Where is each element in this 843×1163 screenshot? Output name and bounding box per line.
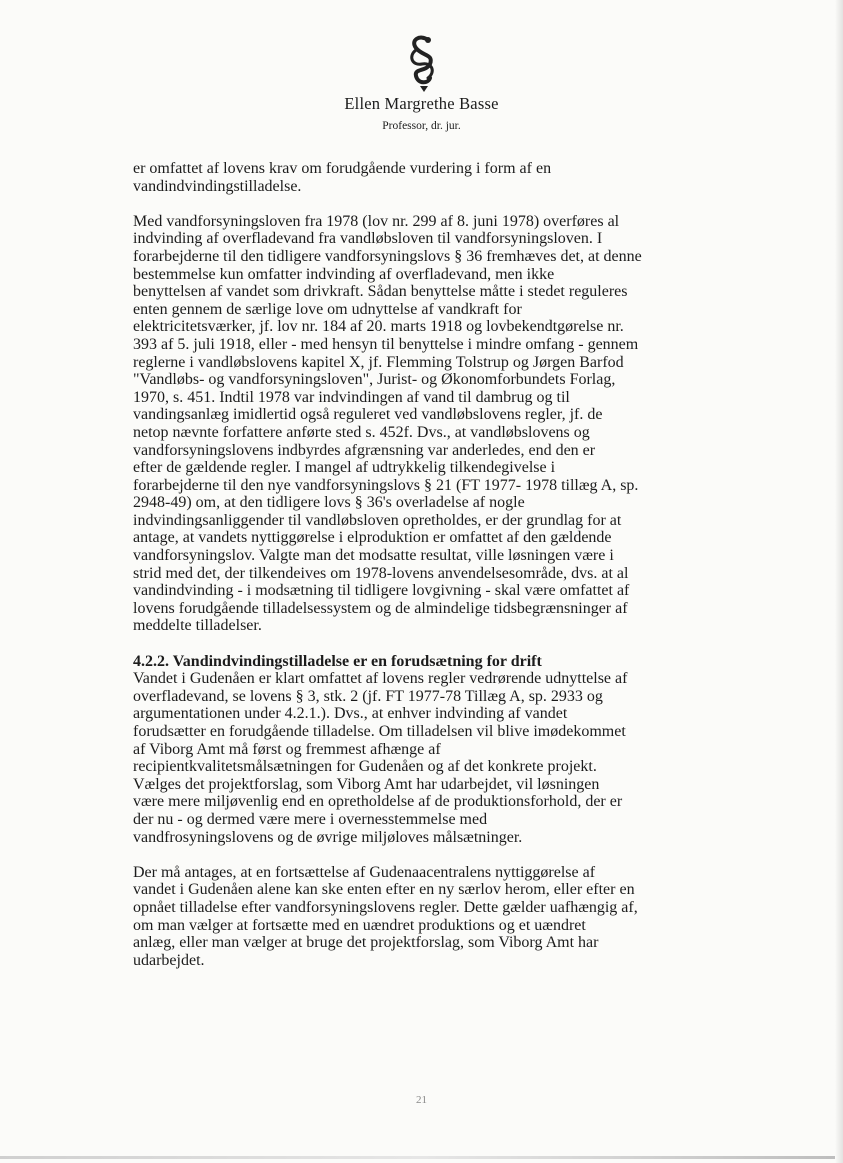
author-name: Ellen Margrethe Basse	[344, 94, 499, 113]
document-body	[133, 160, 725, 969]
text-line: enten gennem de særlige love om udnyttelse af vandkraft for	[133, 300, 522, 318]
scan-artifact-edge	[835, 0, 843, 1163]
text-line: vandfrosyningslovens og de øvrige miljøloves målsætninger.	[133, 828, 523, 846]
text-line: Vandet i Gudenåen er klart omfattet af lovens regler vedrørende udnyttelse af	[133, 670, 628, 688]
text-line: 393 af 5. juli 1918, eller - med hensyn til benyttelse i mindre omfang - gennem	[133, 335, 639, 353]
text-line: Vælges det projektforslag, som Viborg Amt har udarbejdet, vil løsningen	[133, 775, 600, 793]
text-line: 2948-49) om, at den tidligere lovs § 36's overladelse af nogle	[133, 494, 525, 512]
text-line: argumentationen under 4.2.1.). Dvs., at enhver indvinding af vandet	[133, 705, 568, 723]
text-line: vandindvinding - i modsætning til tidligere lovgivning - skal være omfattet af	[133, 582, 630, 600]
page-number: 21	[416, 1094, 427, 1106]
text-line: vandforsyningslovens indbyrdes afgrænsning var anderledes, end den er	[133, 441, 596, 459]
text-line: efter de gældende regler. I mangel af udtrykkelig tilkendegivelse i	[133, 459, 556, 477]
text-line: vandforsyningslov. Valgte man det modsatte resultat, ville løsningen være i	[133, 547, 614, 565]
text-line: forarbejderne til den tidligere vandforsyningslovs § 36 fremhæves det, at denne	[133, 247, 642, 265]
paragraph-4	[133, 864, 725, 970]
text-line: udarbejdet.	[133, 951, 205, 969]
text-line: strid med det, der tilkendeives om 1978-lovens anvendelsesområde, dvs. at al	[133, 564, 629, 582]
text-line: overfladevand, se lovens § 3, stk. 2 (jf. FT 1977-78 Tillæg A, sp. 2933 og	[133, 687, 603, 705]
text-line: der nu - og dermed være mere i overnesstemmelse med	[133, 810, 488, 828]
text-line: forarbejderne til den nye vandforsyningslovs § 21 (FT 1977- 1978 tillæg A, sp.	[133, 476, 639, 494]
text-line: lovens forudgående tilladelsessystem og de almindelige tidsbegrænsninger af	[133, 599, 628, 617]
text-line: af Viborg Amt må først og fremmest afhænge af	[133, 740, 441, 758]
text-line: elektricitetsværker, jf. lov nr. 184 af 20. marts 1918 og lovbekendtgørelse nr.	[133, 318, 624, 336]
text-line: Med vandforsyningsloven fra 1978 (lov nr. 299 af 8. juni 1978) overføres al	[133, 212, 620, 230]
text-line: Der må antages, at en fortsættelse af Gudenaacentralens nyttiggørelse af	[133, 863, 596, 881]
text-line: indvinding af overfladevand fra vandløbsloven til vandforsyningsloven. I	[133, 230, 603, 248]
text-line: benyttelsen af vandet som drivkraft. Sådan benyttelse måtte i stedet reguleres	[133, 283, 628, 301]
text-line: reglerne i vandløbslovens kapitel X, jf. Flemming Tolstrup og Jørgen Barfod	[133, 353, 624, 371]
section-heading: 4.2.2. Vandindvindingstilladelse er en forudsætning for drift	[133, 652, 542, 670]
text-line: forudsætter en forudgående tilladelse. Om tilladelsen vil blive imødekommet	[133, 723, 626, 740]
text-line: 1970, s. 451. Indtil 1978 var indvindingen af vand til dambrug og til	[133, 388, 570, 406]
text-line: meddelte tilladelser.	[133, 617, 262, 635]
text-line: vandingsanlæg imidlertid også reguleret ved vandløbslovens regler, jf. de	[133, 406, 603, 424]
paragraph-2	[133, 213, 725, 635]
author-title: Professor, dr. jur.	[382, 120, 461, 132]
text-line: recipientkvalitetsmålsætningen for Gudenåen og af det konkrete projekt.	[133, 758, 597, 776]
text-line: netop nævnte forfattere anførte sted s. 452f. Dvs., at vandløbslovens og	[133, 423, 590, 441]
text-line: opnået tilladelse efter vandforsyningslovens regler. Dette gælder uafhængig af,	[133, 898, 638, 916]
text-line: om man vælger at fortsætte med en uændret produktions og et uændret	[133, 916, 586, 934]
text-line: antage, at vandets nyttiggørelse i elproduktion er omfattet af den gældende	[133, 529, 612, 547]
text-line: "Vandløbs- og vandforsyningsloven", Jurist- og Økonomforbundets Forlag,	[133, 371, 616, 389]
text-line: være mere miljøvenlig end en opretholdelse af de produktionsforhold, der er	[133, 793, 623, 811]
text-line: bestemmelse kun omfatter indvinding af overfladevand, men ikke	[133, 265, 555, 283]
text-line: er omfattet af lovens krav om forudgående vurdering i form af en	[133, 160, 552, 177]
paragraph-1	[133, 160, 725, 195]
section-4-2-2	[133, 653, 725, 847]
text-line: vandindvindingstilladelse.	[133, 177, 302, 195]
section-sign-logo-icon	[394, 32, 450, 94]
scan-artifact-bottom	[0, 1156, 843, 1159]
text-line: vandet i Gudenåen alene kan ske enten efter en ny særlov herom, eller efter en	[133, 881, 635, 899]
text-line: indvindingsanliggender til vandløbsloven opretholdes, er der grundlag for at	[133, 511, 622, 529]
text-line: anlæg, eller man vælger at bruge det projektforslag, som Viborg Amt har	[133, 934, 599, 952]
